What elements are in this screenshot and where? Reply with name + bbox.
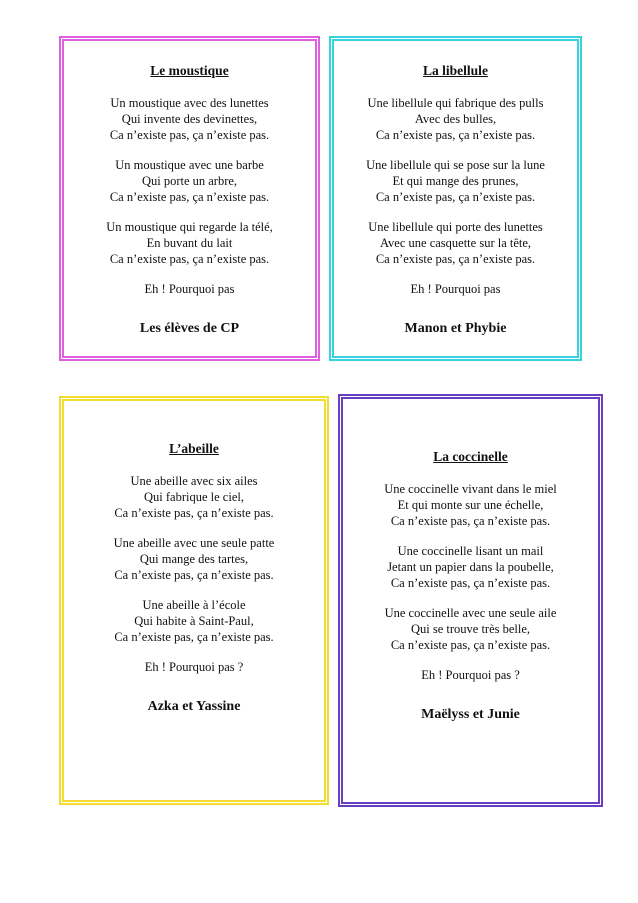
verse-line: Ca n’existe pas, ça n’existe pas. — [109, 252, 270, 266]
stanza — [343, 605, 598, 653]
stanza — [64, 219, 315, 267]
verse-line: Un moustique qui regarde la télé, — [106, 220, 273, 234]
verse-line: Ca n’existe pas, ça n’existe pas. — [390, 638, 551, 652]
poem-card-coccinelle — [338, 394, 603, 807]
poem-title: La coccinelle — [433, 449, 508, 464]
verse-line: Qui porte un arbre, — [141, 174, 238, 188]
verse-line: Ca n’existe pas, ça n’existe pas. — [114, 506, 274, 520]
verse-line: Ca n’existe pas, ça n’existe pas. — [109, 190, 270, 204]
stanza — [64, 535, 324, 583]
verse-line: Qui mange des tartes, — [139, 552, 249, 566]
verse-line: Qui se trouve très belle, — [410, 622, 531, 636]
verse-line: Une libellule qui porte des lunettes — [368, 220, 543, 234]
poem-title: L’abeille — [169, 441, 219, 456]
verse-line: Qui fabrique le ciel, — [144, 490, 244, 504]
verse-line: Une libellule qui fabrique des pulls — [367, 96, 544, 110]
verse-line: Et qui monte sur une échelle, — [397, 498, 544, 512]
poem-closing: Eh ! Pourquoi pas ? — [144, 660, 244, 674]
poem-title: La libellule — [423, 63, 488, 78]
verse-line: Ca n’existe pas, ça n’existe pas. — [375, 128, 536, 142]
poem-closing: Eh ! Pourquoi pas — [144, 282, 235, 296]
verse-line: Qui habite à Saint-Paul, — [134, 614, 254, 628]
verse-line: Une coccinelle lisant un mail — [397, 544, 544, 558]
stanza — [343, 481, 598, 529]
stanza — [64, 473, 324, 521]
verse-line: Un moustique avec des lunettes — [110, 96, 269, 110]
poem-body — [64, 441, 324, 715]
verse-line: Et qui mange des prunes, — [392, 174, 519, 188]
verse-line: Avec des bulles, — [414, 112, 497, 126]
poem-body — [64, 63, 315, 337]
poem-closing: Eh ! Pourquoi pas ? — [421, 668, 520, 682]
verse-line: Une coccinelle vivant dans le miel — [384, 482, 557, 496]
stanza — [334, 157, 577, 205]
poem-body — [334, 63, 577, 337]
verse-line: Une abeille avec six ailes — [130, 474, 258, 488]
stanza — [64, 597, 324, 645]
verse-line: Jetant un papier dans la poubelle, — [387, 560, 554, 574]
poem-author: Les élèves de CP — [139, 321, 240, 336]
stanza — [64, 157, 315, 205]
verse-line: Une coccinelle avec une seule aile — [384, 606, 557, 620]
verse-line: Ca n’existe pas, ça n’existe pas. — [390, 576, 551, 590]
poem-body — [343, 449, 598, 723]
verse-line: En buvant du lait — [146, 236, 233, 250]
verse-line: Un moustique avec une barbe — [115, 158, 264, 172]
stanza — [343, 543, 598, 591]
verse-line: Une abeille à l’école — [142, 598, 246, 612]
verse-line: Qui invente des devinettes, — [121, 112, 258, 126]
poem-card-abeille — [59, 396, 329, 805]
poem-author: Maëlyss et Junie — [421, 707, 520, 722]
verse-line: Ca n’existe pas, ça n’existe pas. — [109, 128, 270, 142]
verse-line: Une abeille avec une seule patte — [113, 536, 275, 550]
poem-closing: Eh ! Pourquoi pas — [410, 282, 501, 296]
poem-card-libellule — [329, 36, 582, 361]
poem-author: Azka et Yassine — [147, 699, 241, 714]
poem-author: Manon et Phybie — [404, 321, 507, 336]
verse-line: Avec une casquette sur la tête, — [379, 236, 532, 250]
verse-line: Ca n’existe pas, ça n’existe pas. — [375, 252, 536, 266]
verse-line: Ca n’existe pas, ça n’existe pas. — [114, 568, 274, 582]
verse-line: Ca n’existe pas, ça n’existe pas. — [114, 630, 274, 644]
verse-line: Une libellule qui se pose sur la lune — [366, 158, 545, 172]
stanza — [334, 219, 577, 267]
stanza — [64, 95, 315, 143]
stanza — [334, 95, 577, 143]
verse-line: Ca n’existe pas, ça n’existe pas. — [375, 190, 536, 204]
poem-card-moustique — [59, 36, 320, 361]
verse-line: Ca n’existe pas, ça n’existe pas. — [390, 514, 551, 528]
poem-title: Le moustique — [150, 63, 229, 78]
